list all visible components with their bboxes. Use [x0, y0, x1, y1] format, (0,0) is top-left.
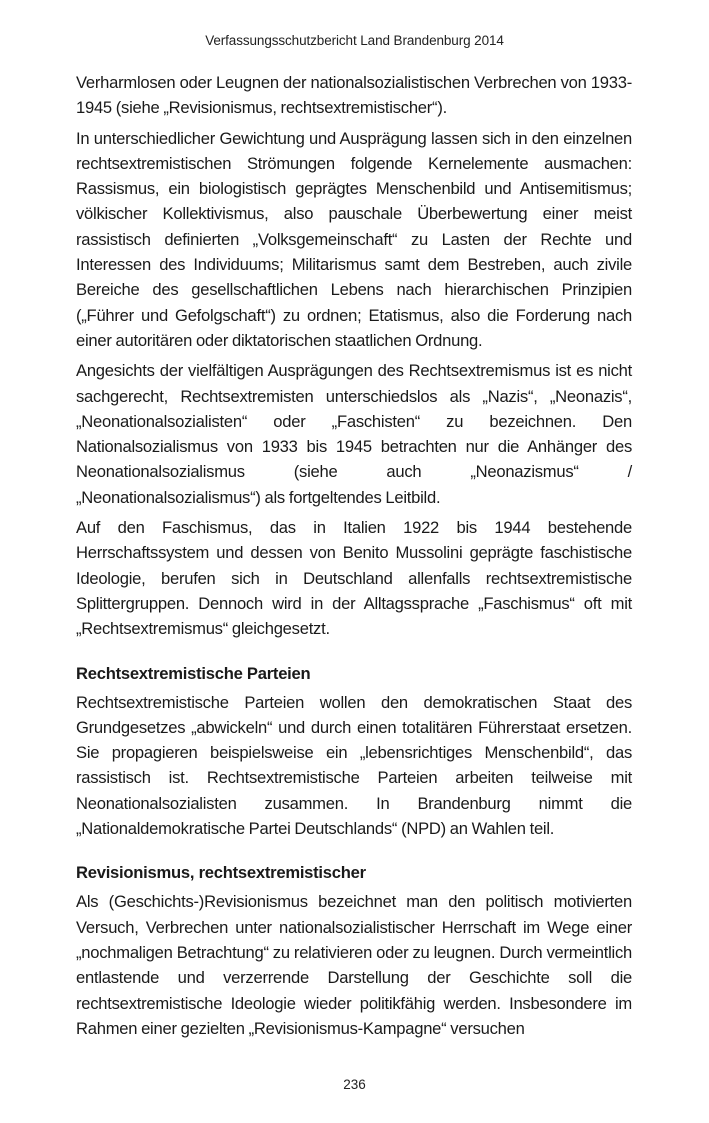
section-heading: Rechtsextremistische Parteien — [76, 663, 311, 683]
running-header: Verfassungsschutzbericht Land Brandenburg 2014 — [205, 33, 504, 48]
page-number: 236 — [343, 1077, 366, 1092]
paragraph: Als (Geschichts-)Revisionismus bezeichnet man den politisch motivierten Versuch, Verbrechen unter nationalsozialistischer Herrschaft im Wege einer „nochmaligen Betrachtung“ zu relativieren oder zu leugnen. Durch vermeintlich entlastende und verzerrende Darstellung der Geschichte soll die rechtsextremistische Ideologie wieder politikfähig werden. Insbesondere im Rahmen einer gezielten „Revisionismus-Kampagne“ versuchen — [76, 892, 632, 1038]
page-body — [76, 70, 632, 1046]
paragraph: Verharmlosen oder Leugnen der nationalsozialistischen Verbrechen von 1933-1945 (siehe „Revisionismus, rechtsextremistischer“). — [76, 73, 632, 118]
paragraph: Auf den Faschismus, das in Italien 1922 bis 1944 bestehende Herrschaftssystem und dessen von Benito Mussolini geprägte faschistische Ideologie, berufen sich in Deutschland allenfalls rechtsextremistische Splittergruppen. Dennoch wird in der Alltagssprache „Faschismus“ oft mit „Rechtsextremismus“ gleichgesetzt. — [76, 518, 632, 639]
paragraph: Angesichts der vielfältigen Ausprägungen des Rechtsextremismus ist es nicht sachgerecht, Rechtsextremisten unterschiedslos als „Nazis“, „Neonazis“, „Neonationalsozialisten“ oder „Faschisten“ zu bezeichnen. Den Nationalsozialismus von 1933 bis 1945 betrachten nur die Anhänger des Neonationalsozialismus (siehe auch „Neonazismus“ / „Neonationalsozialismus“) als fortgeltendes Leitbild. — [76, 361, 632, 507]
section-heading: Revisionismus, rechtsextremistischer — [76, 863, 366, 883]
paragraph: Rechtsextremistische Parteien wollen den demokratischen Staat des Grundgesetzes „abwickeln“ und durch einen totalitären Führerstaat ersetzen. Sie propagieren beispielsweise ein „lebensrichtiges Menschenbild“, das rassistisch ist. Rechtsextremistische Parteien arbeiten teilweise mit Neonationalsozialisten zusammen. In Brandenburg nimmt die „Nationaldemokratische Partei Deutschlands“ (NPD) an Wahlen teil. — [76, 692, 632, 839]
paragraph: In unterschiedlicher Gewichtung und Ausprägung lassen sich in den einzelnen rechtsextremistischen Strömungen folgende Kernelemente ausmachen: Rassismus, ein biologistisch geprägtes Menschenbild und Antisemitismus; völkischer Kollektivismus, also pauschale Überbewertung einer meist rassistisch definierten „Volksgemeinschaft“ zu Lasten der Rechte und Interessen des Individuums; Militarismus samt dem Bestreben, auch zivile Bereiche des gesellschaftlichen Lebens nach hierarchischen Prinzipien („Führer und Gefolgschaft“) zu ordnen; Etatismus, also die Forderung nach einer autoritären oder diktatorischen staatlichen Ordnung. — [76, 128, 632, 350]
